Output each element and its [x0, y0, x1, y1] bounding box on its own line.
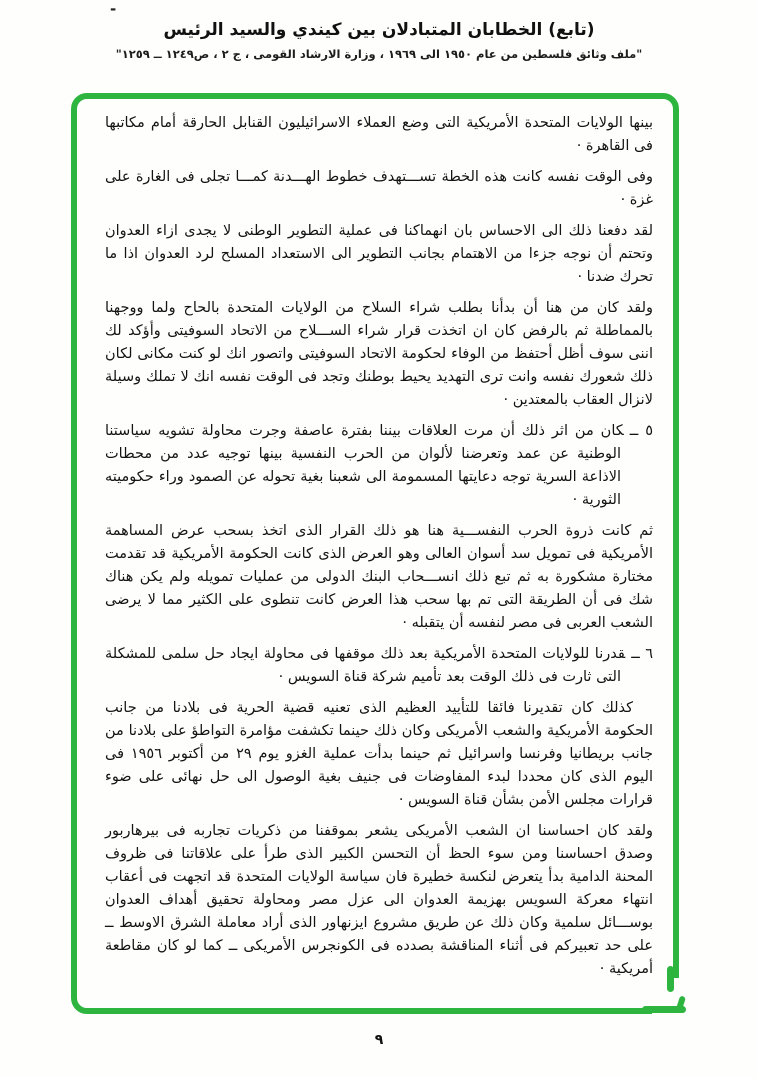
paragraph-4: ولقد كان من هنا أن بدأنا بطلب شراء السلاح من الولايات المتحدة بالحاح ولما ووجهنا بالمماطلة ثم بالرفض كان ان اتخذت قرار شراء الســـلاح من الاتحاد السوفيتى وأؤكد لك اننى سوف أظل أحتفظ من الوفاء لحكومة الاتحاد السوفيتى واتصور انك لو كنت مكانى لكان ذلك شعورك نفسه وانت ترى التهديد يحيط بوطنك وتجد فى الوقت نفسه انك لا تملك وسيلة لانزال العقاب بالمعتدين · [105, 300, 653, 408]
paragraph-8: كذلك كان تقديرنا فائقا للتأييد العظيم الذى تعنيه قضية الحرية فى بلادنا من جانب الحكومة الأمريكية والشعب الأمريكى وكان ذلك حينما تكشفت مؤامرة التواطؤ على بلادنا من جانب بريطانيا وفرنسا واسرائيل ثم حينما بدأت عملية الغزو يوم ٢٩ من أكتوبر ١٩٥٦ فى اليوم الذى كان محددا لبدء المفاوضات فى جنيف بغية الوصول الى حل نهائى على ضوء قرارات مجلس الأمن بشأن قناة السويس · [105, 700, 653, 808]
paragraph-2: وفى الوقت نفسه كانت هذه الخطة تســـتهدف خطوط الهـــدنة كمـــا تجلى فى الغارة على غزة · [105, 169, 653, 208]
document-title: (تابع) الخطابان المتبادلان بين كيندي والسيد الرئيس [163, 20, 595, 40]
document-source-citation: "ملف وثائق فلسطين من عام ١٩٥٠ الى ١٩٦٩ ، وزارة الارشاد القومى ، ج ٢ ، ص١٢٤٩ ــ ١٢٥٩" [115, 47, 643, 61]
numbered-paragraph-6: ٦ ــقدرنا للولايات المتحدة الأمريكية بعد ذلك موقفها فى محاولة ايجاد حل سلمى للمشكلة التى ثارت فى ذلك الوقت بعد تأميم شركة قناة السويس · [105, 646, 653, 685]
numbered-paragraph-5: ٥ ــكان من اثر ذلك أن مرت العلاقات بيننا بفترة عاصفة وجرت محاولة تشويه سياستنا الوطنية عن عمد وتعرضنا لألوان من الحرب النفسية بينها توجيه عدد من محطات الاذاعة السرية توجه دعايتها المسمومة الى شعبنا بغية تحوله عن الصمود وراء حكوميته الثورية · [105, 423, 653, 508]
item-number-6: ٦ ــ [631, 646, 653, 662]
stray-pen-mark: - [110, 0, 117, 18]
paragraph-9: ولقد كان احساسنا ان الشعب الأمريكى يشعر بموقفنا من ذكريات تجاربه فى بيرهاربور وصدق احساسنا ومن سوء الحظ أن التحسن الكبير الذى طرأ على علاقاتنا فى ظروف المحنة الدامية بدأ يتعرض لنكسة خطيرة فان سياسة الولايات المتحدة قد اتجهت فى أعقاب انتهاء معركة السويس بهزيمة العدوان الى عزل مصر ومحاولة تحقيق أهداف العدوان بوســـائل سلمية وكان ذلك عن طريق مشروع ايزنهاور الذى أراد معاملة الشرق الاوسط ــ على حد تعبيركم فى أثناء المناقشة بصدده فى الكونجرس الأمريكى ــ كما لو كان مقاطعة أمريكية · [105, 823, 653, 977]
document-header [0, 20, 758, 61]
paragraph-1: بينها الولايات المتحدة الأمريكية التى وضع العملاء الاسرائيليون القنابل الحارقة أمام مكاتبها فى القاهرة · [105, 115, 653, 154]
paragraph-6: ثم كانت ذروة الحرب النفســـية هنا هو ذلك القرار الذى اتخذ بسحب عرض المساهمة الأمريكية فى تمويل سد أسوان العالى وهو العرض الذى كانت الحكومة الأمريكية قد تقدمت مختارة مشكورة به ثم تبع ذلك انســـحاب البنك الدولى من عمليات تمويله ولم يكن هناك شك فى أن الطريقة التى تم بها سحب هذا العرض كانت تنطوى على الكثير مما لا يرضى الشعب العربى فى مصر لنفسه أن يتقبله · [105, 523, 653, 631]
item-number-5: ٥ ــ [629, 423, 653, 439]
paragraph-3: لقد دفعنا ذلك الى الاحساس بان انهماكنا فى عملية التطوير الوطنى لا يجدى ازاء العدوان وتحتم أن نوجه جزءا من الاهتمام بجانب التطوير الى الاستعداد المسلح لرد العدوان اذا ما تحرك ضدنا · [105, 223, 653, 285]
page-number: ٩ [374, 1032, 384, 1048]
letter-body-text [79, 99, 671, 1008]
